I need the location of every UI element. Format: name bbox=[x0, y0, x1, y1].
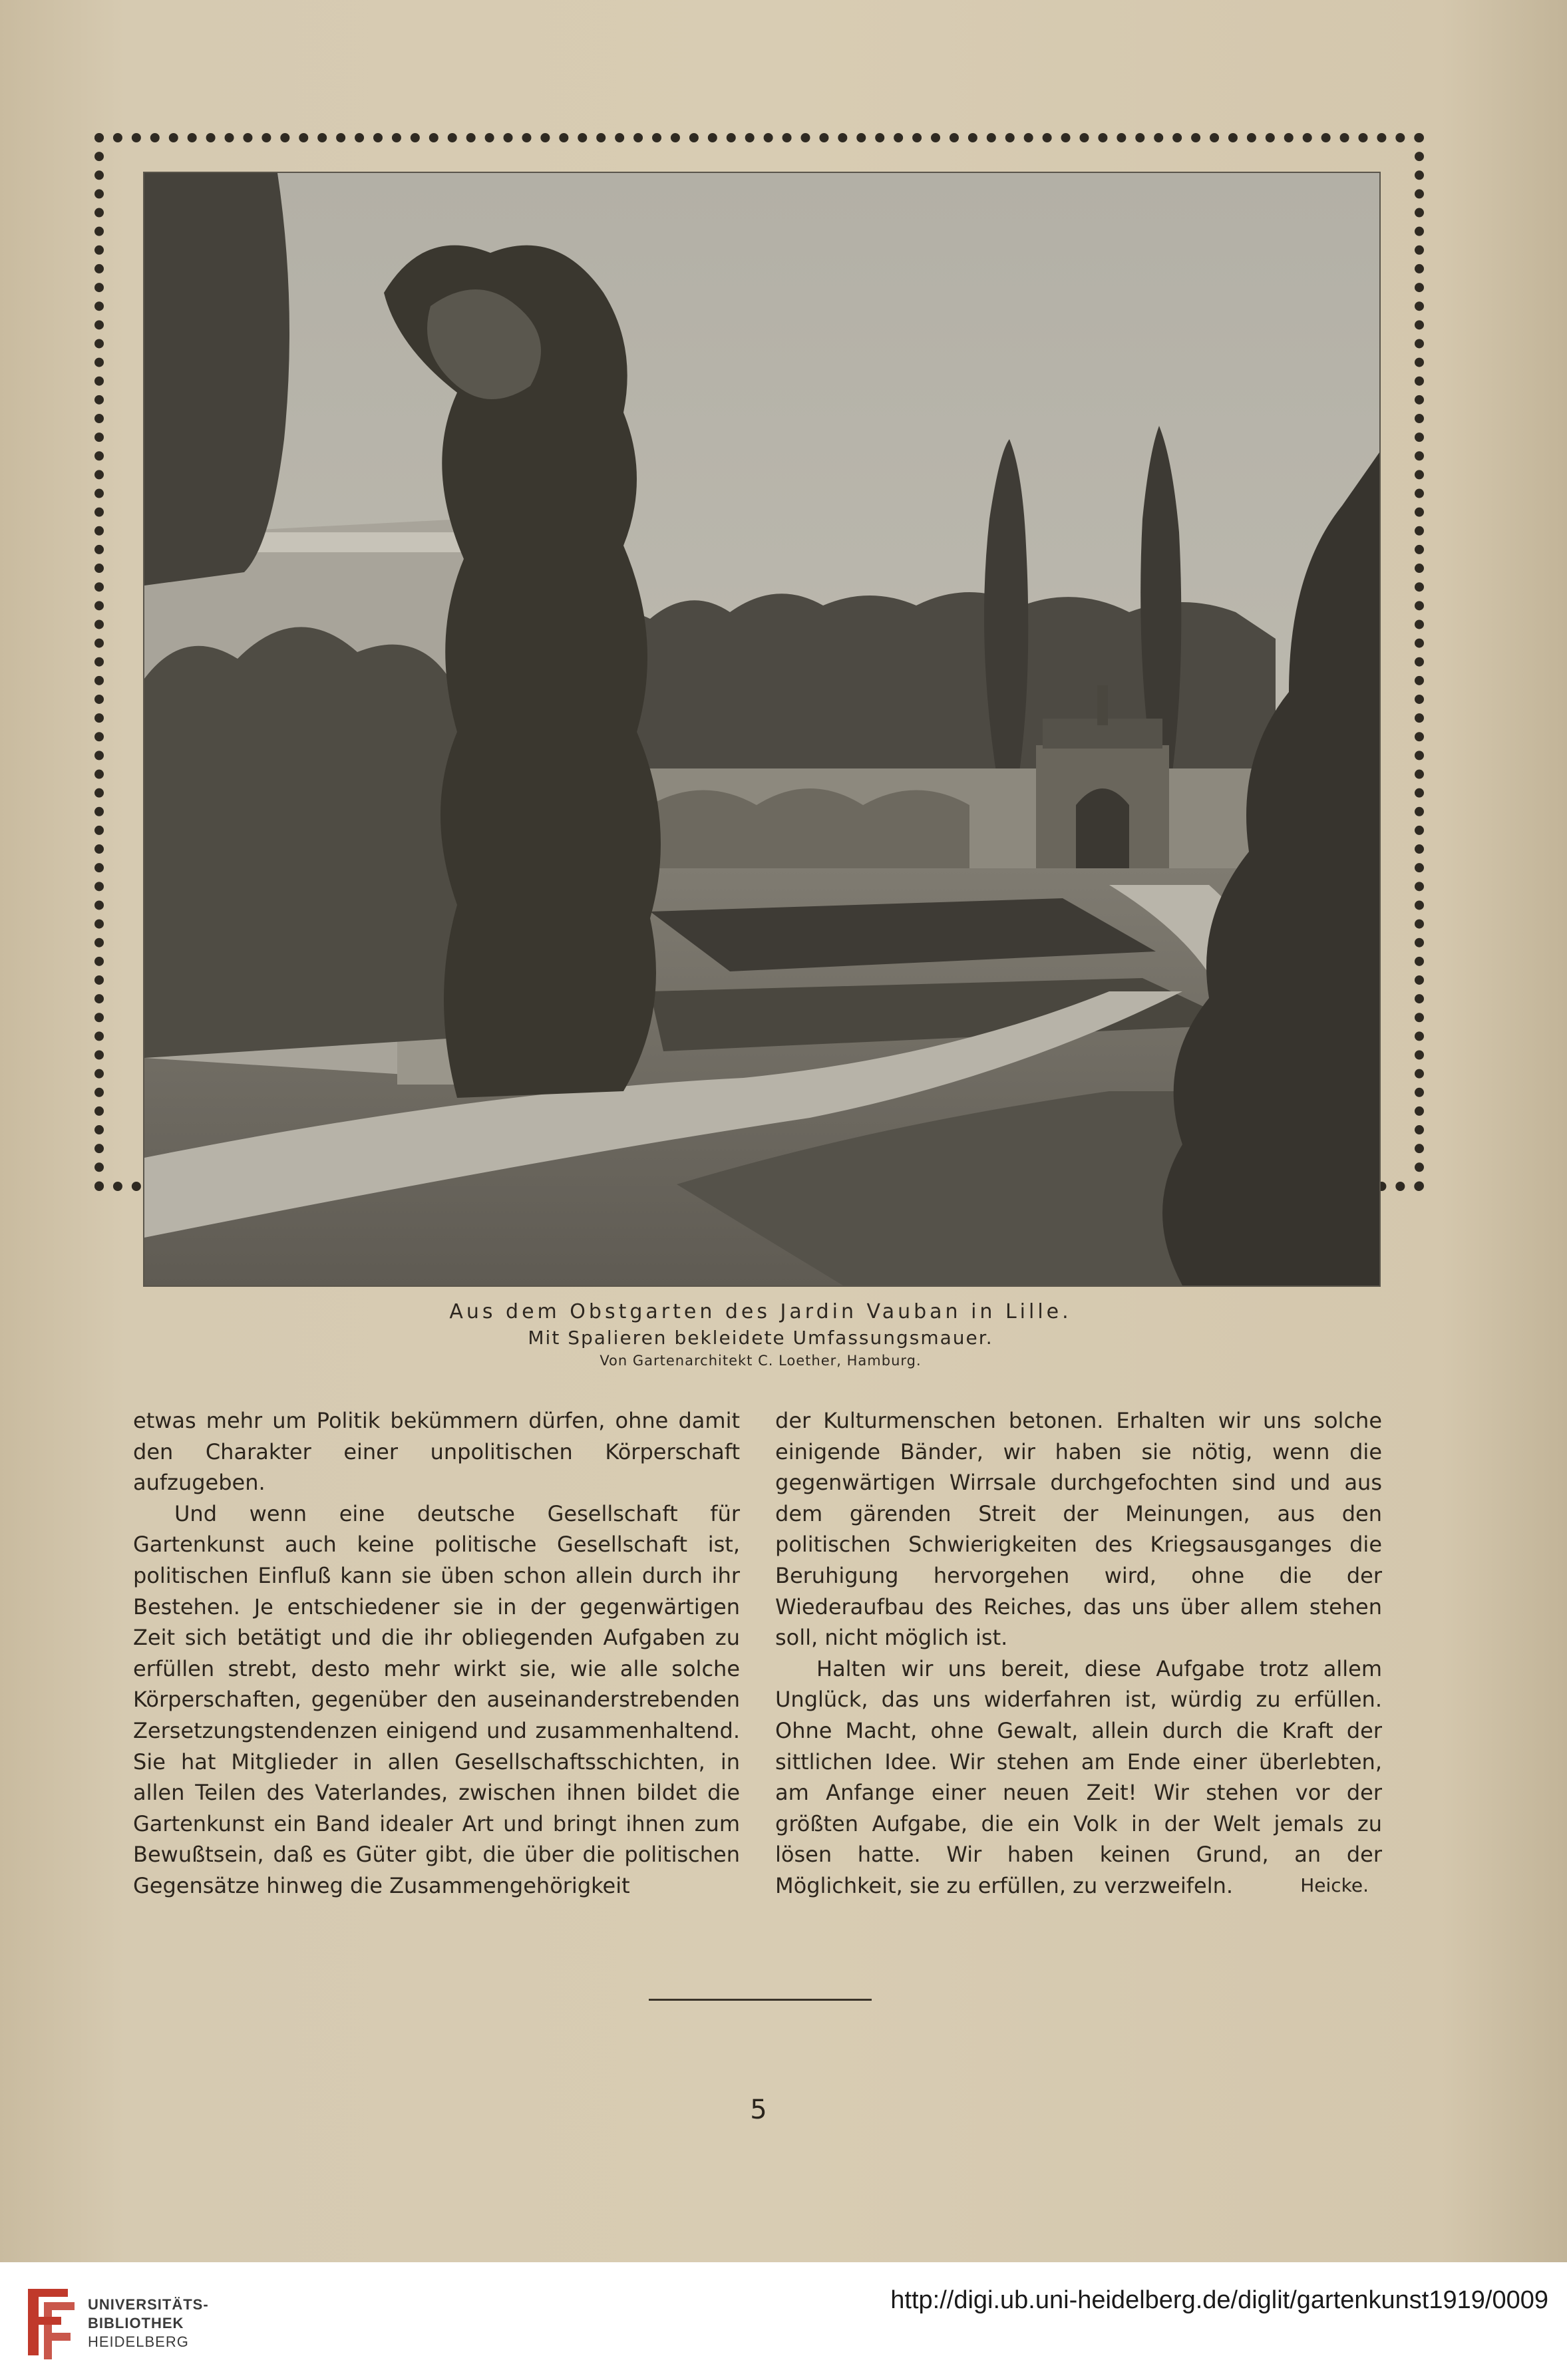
garden-illustration bbox=[143, 172, 1381, 1287]
figure-caption bbox=[143, 1299, 1378, 1371]
closing-rule bbox=[649, 1999, 872, 2001]
paragraph-with-signature bbox=[775, 1653, 1382, 1902]
author-signature: Heicke. bbox=[1300, 1874, 1369, 1896]
library-name bbox=[88, 2295, 209, 2351]
library-name-line: HEIDELBERG bbox=[88, 2333, 189, 2350]
library-logo-icon bbox=[15, 2282, 81, 2362]
paragraph: Und wenn eine deutsche Gesellschaft für Gartenkunst auch keine politische Gesellschaft ist, politischen Einfluß kann sie üben schon allein durch ihr Bestehen. Je entschiedener sie in der gegenwärtigen Zeit sich betätigt und die ihr obliegenden Aufgaben zu erfüllen strebt, desto mehr wirkt sie, wie alle solche Körperschaften, gegenüber den auseinanderstrebenden Zersetzungstendenzen einigend und zusammenhaltend. Sie hat Mitglieder in allen Gesellschaftsschichten, in allen Teilen des Vaterlandes, zwischen ihnen bildet die Gartenkunst ein Band idealer Art und bringt ihnen zum Bewußtsein, daß es Güter gibt, die über die politischen Gegensätze hinweg die Zusammengehörigkeit bbox=[133, 1500, 740, 1898]
library-name-line: UNIVERSITÄTS- bbox=[88, 2296, 209, 2313]
library-name-line: BIBLIOTHEK bbox=[88, 2315, 184, 2331]
caption-title: Aus dem Obstgarten des Jardin Vauban in Lille. bbox=[449, 1300, 1072, 1323]
source-url-link[interactable]: http://digi.ub.uni-heidelberg.de/diglit/gartenkunst1919/0009 bbox=[890, 2286, 1548, 2314]
garden-illustration-drawing bbox=[144, 173, 1379, 1285]
caption-credit: Von Gartenarchitekt C. Loether, Hamburg. bbox=[600, 1353, 922, 1369]
paragraph-text: Halten wir uns bereit, diese Aufgabe trotz allem Unglück, das uns widerfahren ist, würdig zu erfüllen. Ohne Macht, ohne Gewalt, allein durch die Kraft der sittlichen Idee. Wir stehen am Ende einer überlebten, am Anfange einer neuen Zeit! Wir stehen vor der größten Aufgabe, die ein Volk in der Welt jemals zu lösen hatte. Wir haben keinen Grund, an der Möglichkeit, sie zu erfüllen, zu verzweifeln. bbox=[775, 1655, 1382, 1898]
caption-subtitle: Mit Spalieren bekleidete Umfassungsmauer. bbox=[528, 1327, 993, 1349]
text-column-left bbox=[133, 1405, 740, 1902]
text-column-right bbox=[775, 1405, 1382, 1902]
paragraph: etwas mehr um Politik bekümmern dürfen, ohne damit den Charakter einer unpolitischen Körperschaft aufzugeben. bbox=[133, 1408, 740, 1496]
page-number: 5 bbox=[750, 2095, 767, 2125]
library-footer bbox=[0, 2262, 1567, 2380]
paragraph: der Kulturmenschen betonen. Erhalten wir uns solche einigende Bänder, wir haben sie nötig, wenn die gegenwärtigen Wirrsale durchgefochten sind und aus dem gärenden Streit der Meinungen, aus den politischen Schwierigkeiten des Kriegsausganges die Beruhigung hervorgehen wird, ohne die der Wiederaufbau des Reiches, das uns über allem stehen soll, nicht möglich ist. bbox=[775, 1408, 1382, 1651]
